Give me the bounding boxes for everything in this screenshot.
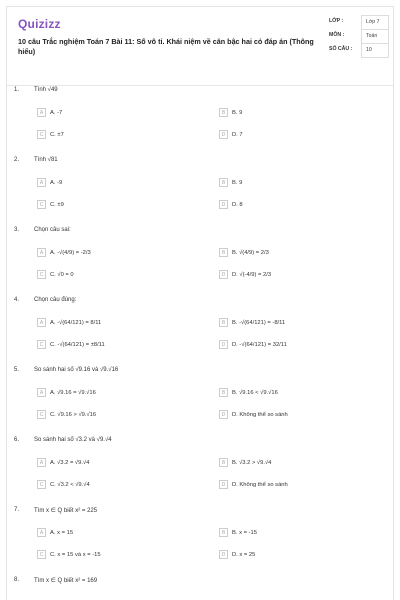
quizizz-logo[interactable]: Quizizz	[18, 17, 61, 31]
answer-option-d[interactable]	[219, 549, 255, 560]
answer-option-a[interactable]	[37, 247, 91, 258]
answer-option-c[interactable]	[37, 549, 101, 560]
option-letter-box[interactable]: C	[37, 550, 46, 559]
answer-option-b[interactable]	[219, 457, 271, 468]
option-letter-box[interactable]: A	[37, 458, 46, 467]
option-text: A. √3.2 = √9.√4	[50, 459, 90, 466]
question-number: 5.	[14, 367, 20, 373]
option-text: D. Không thể so sánh	[232, 481, 288, 488]
answer-option-a[interactable]	[37, 457, 89, 468]
option-letter-box[interactable]: B	[219, 178, 228, 187]
option-text: D. 7	[232, 131, 243, 138]
answer-option-a[interactable]	[37, 317, 101, 328]
worksheet-header	[7, 7, 393, 79]
option-text: A. √9.16 = √9.√16	[50, 389, 96, 396]
meta-value: Toán	[361, 29, 389, 43]
meta-value: 10	[361, 43, 389, 58]
question-number: 4.	[14, 297, 20, 303]
answer-option-c[interactable]	[37, 339, 105, 350]
option-text: D. -√(64/121) = 32/11	[232, 341, 287, 348]
question-text: Tìm x ∈ Q biết x² = 225	[34, 508, 98, 514]
option-text: B. 9	[232, 109, 243, 116]
meta-key: LỚP :	[329, 18, 344, 24]
question-text: So sánh hai số √3.2 và √9.√4	[34, 437, 112, 443]
option-letter-box[interactable]: A	[37, 388, 46, 397]
option-text: C. ±9	[50, 201, 64, 208]
option-text: D. 8	[232, 201, 243, 208]
option-letter-box[interactable]: C	[37, 130, 46, 139]
option-letter-box[interactable]: B	[219, 388, 228, 397]
meta-row-grade	[329, 15, 389, 29]
answer-option-d[interactable]	[219, 269, 271, 280]
option-letter-box[interactable]: B	[219, 108, 228, 117]
answer-option-c[interactable]	[37, 269, 74, 280]
question-text: Chọn câu sai:	[34, 227, 71, 233]
option-letter-box[interactable]: D	[219, 550, 228, 559]
answer-option-a[interactable]	[37, 387, 96, 398]
question-text: Tính √81	[34, 157, 58, 163]
answer-option-a[interactable]	[37, 527, 73, 538]
option-text: C. ±7	[50, 131, 64, 138]
option-letter-box[interactable]: D	[219, 480, 228, 489]
option-text: C. √0 = 0	[50, 271, 74, 278]
answer-option-b[interactable]	[219, 317, 285, 328]
answer-option-b[interactable]	[219, 387, 278, 398]
option-text: D. Không thể so sánh	[232, 411, 288, 418]
option-letter-box[interactable]: A	[37, 178, 46, 187]
answer-option-d[interactable]	[219, 409, 288, 420]
answer-option-b[interactable]	[219, 177, 242, 188]
question-text: Chọn câu đúng:	[34, 297, 77, 303]
question-text: So sánh hai số √9.16 và √9.√16	[34, 367, 119, 373]
meta-key: MÔN :	[329, 32, 345, 38]
header-divider	[7, 85, 393, 86]
option-letter-box[interactable]: D	[219, 200, 228, 209]
option-text: C. √3.2 < √9.√4	[50, 481, 90, 488]
answer-option-b[interactable]	[219, 527, 257, 538]
answer-option-c[interactable]	[37, 479, 90, 490]
option-letter-box[interactable]: D	[219, 410, 228, 419]
option-letter-box[interactable]: D	[219, 340, 228, 349]
meta-key: SỐ CÂU :	[329, 46, 353, 52]
answer-option-a[interactable]	[37, 177, 62, 188]
option-letter-box[interactable]: D	[219, 270, 228, 279]
answer-option-d[interactable]	[219, 479, 288, 490]
option-text: D. √(-4/9) = 2/3	[232, 271, 272, 278]
question-text: Tìm x ∈ Q biết x² = 169	[34, 578, 98, 584]
option-letter-box[interactable]: A	[37, 248, 46, 257]
answer-option-d[interactable]	[219, 129, 243, 140]
answer-option-d[interactable]	[219, 339, 287, 350]
option-letter-box[interactable]: A	[37, 108, 46, 117]
answer-option-d[interactable]	[219, 199, 243, 210]
option-letter-box[interactable]: A	[37, 528, 46, 537]
question-number: 1.	[14, 87, 20, 93]
option-text: B. √9.16 < √9.√16	[232, 389, 278, 396]
option-text: B. √3.2 > √9.√4	[232, 459, 272, 466]
option-letter-box[interactable]: A	[37, 318, 46, 327]
option-letter-box[interactable]: C	[37, 480, 46, 489]
meta-value: Lớp 7	[361, 15, 389, 29]
question-number: 7.	[14, 507, 20, 513]
option-text: C. x = 15 và x = -15	[50, 551, 101, 558]
answer-option-c[interactable]	[37, 199, 64, 210]
meta-row-count	[329, 43, 389, 58]
option-letter-box[interactable]: B	[219, 248, 228, 257]
worksheet-page	[6, 6, 394, 600]
answer-option-c[interactable]	[37, 409, 96, 420]
option-text: A. x = 15	[50, 529, 74, 536]
option-letter-box[interactable]: C	[37, 340, 46, 349]
option-text: B. -√(64/121) = -8/11	[232, 319, 286, 326]
question-number: 2.	[14, 157, 20, 163]
option-text: C. -√(64/121) = ±8/11	[50, 341, 105, 348]
question-number: 8.	[14, 577, 20, 583]
option-letter-box[interactable]: C	[37, 410, 46, 419]
option-text: A. -√(4/9) = -2/3	[50, 249, 91, 256]
option-letter-box[interactable]: C	[37, 200, 46, 209]
option-text: D. x = 25	[232, 551, 256, 558]
option-letter-box[interactable]: B	[219, 528, 228, 537]
option-text: A. -√(64/121) = 8/11	[50, 319, 102, 326]
option-text: B. x = -15	[232, 529, 257, 536]
option-letter-box[interactable]: B	[219, 458, 228, 467]
option-text: C. √9.16 > √9.√16	[50, 411, 97, 418]
answer-option-b[interactable]	[219, 107, 242, 118]
meta-table	[329, 15, 389, 58]
question-text: Tính √49	[34, 87, 58, 93]
answer-option-b[interactable]	[219, 247, 269, 258]
option-letter-box[interactable]: C	[37, 270, 46, 279]
meta-row-subject	[329, 29, 389, 43]
answer-option-c[interactable]	[37, 129, 64, 140]
option-text: B. 9	[232, 179, 243, 186]
question-number: 6.	[14, 437, 20, 443]
option-letter-box[interactable]: B	[219, 318, 228, 327]
question-number: 3.	[14, 227, 20, 233]
answer-option-a[interactable]	[37, 107, 62, 118]
worksheet-title: 10 câu Trắc nghiệm Toán 7 Bài 11: Số vô tỉ. Khái niệm về căn bậc hai có đáp án (Thông hiểu)	[18, 37, 314, 56]
option-text: B. √(4/9) = 2/3	[232, 249, 269, 256]
option-text: A. -7	[50, 109, 63, 116]
option-letter-box[interactable]: D	[219, 130, 228, 139]
option-text: A. -9	[50, 179, 63, 186]
